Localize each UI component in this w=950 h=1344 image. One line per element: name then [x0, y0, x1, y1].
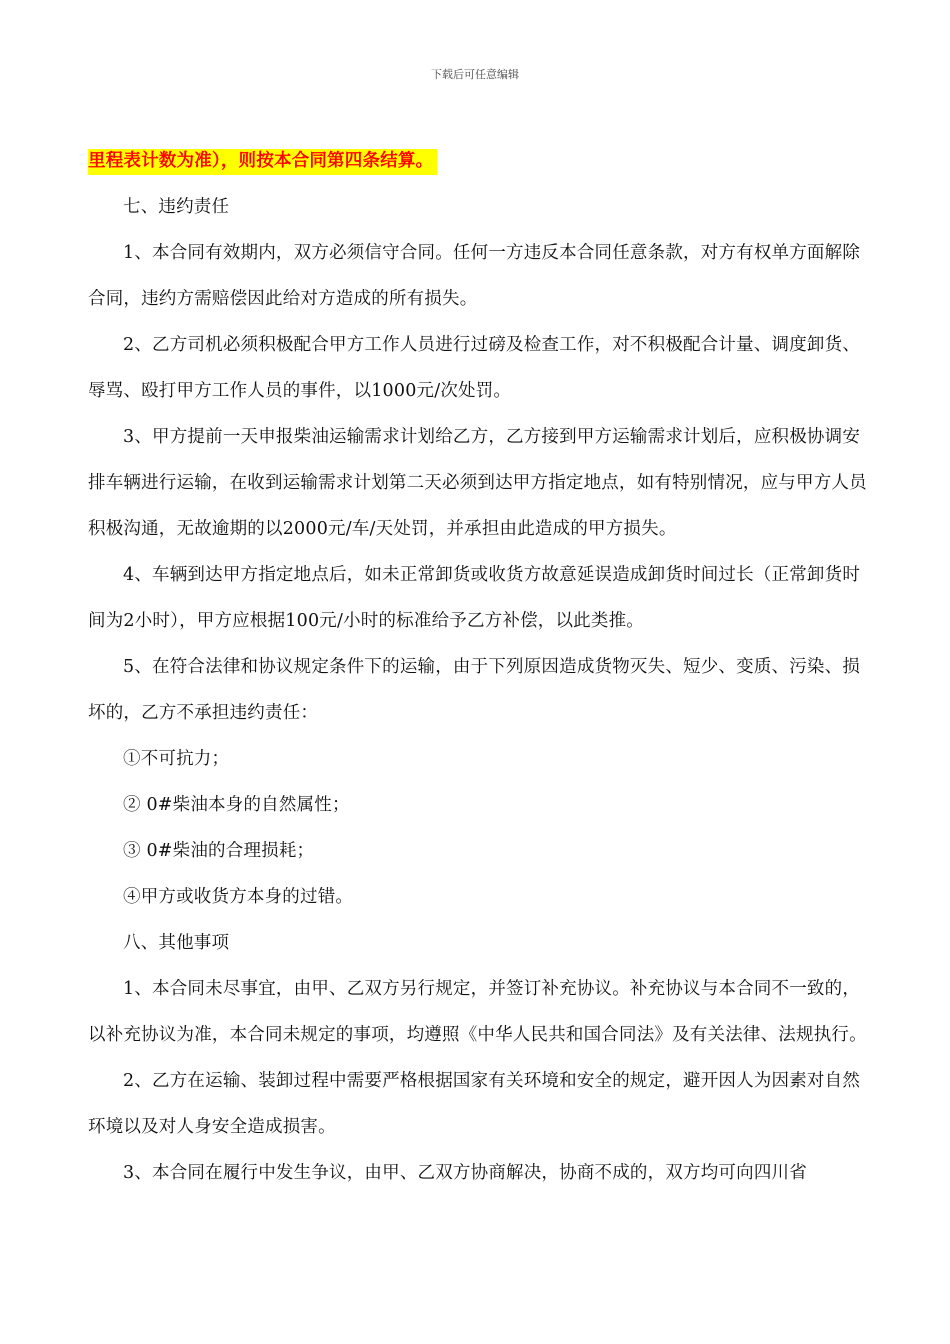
section-7-title: 七、违约责任 — [123, 197, 230, 217]
clause-8-1: 1、本合同未尽事宜，由甲、乙双方另行规定，并签订补充协议。补充协议与本合同不一致的，以补充协议为准，本合同未规定的事项，均遵照《中华人民共和国合同法》及有关法律、法规执行。 — [88, 979, 867, 1045]
list-item: ④甲方或收货方本身的过错。 — [123, 887, 354, 907]
highlighted-line — [88, 138, 870, 184]
clause-8-3: 3、本合同在履行中发生争议，由甲、乙双方协商解决，协商不成的，双方均可向四川省 — [123, 1163, 807, 1183]
clause-7-2: 2、乙方司机必须积极配合甲方工作人员进行过磅及检查工作，对不积极配合计量、调度卸货、辱骂、殴打甲方工作人员的事件，以1000元/次处罚。 — [88, 335, 861, 401]
list-item: ③ 0#柴油的合理损耗； — [123, 841, 315, 861]
clause-8-2: 2、乙方在运输、装卸过程中需要严格根据国家有关环境和安全的规定，避开因人为因素对自然环境以及对人身安全造成损害。 — [88, 1071, 861, 1137]
list-item: ①不可抗力； — [123, 749, 230, 769]
document-body — [88, 138, 870, 1196]
page-header: 下载后可任意编辑 — [431, 68, 519, 81]
clause-7-3: 3、甲方提前一天申报柴油运输需求计划给乙方，乙方接到甲方运输需求计划后，应积极协调安排车辆进行运输，在收到运输需求计划第二天必须到达甲方指定地点，如有特别情况，应与甲方人员积极沟通，无故逾期的以2000元/车/天处罚，并承担由此造成的甲方损失。 — [88, 427, 867, 539]
highlight-text: 里程表计数为准），则按本合同第四条结算。 — [88, 149, 437, 175]
clause-7-1: 1、本合同有效期内，双方必须信守合同。任何一方违反本合同任意条款，对方有权单方面解除合同，违约方需赔偿因此给对方造成的所有损失。 — [88, 243, 861, 309]
clause-7-5: 5、在符合法律和协议规定条件下的运输，由于下列原因造成货物灭失、短少、变质、污染、损坏的，乙方不承担违约责任： — [88, 657, 861, 723]
clause-7-4: 4、车辆到达甲方指定地点后，如未正常卸货或收货方故意延误造成卸货时间过长（正常卸货时间为2小时），甲方应根据100元/小时的标准给予乙方补偿，以此类推。 — [88, 565, 861, 631]
section-8-title: 八、其他事项 — [123, 933, 230, 953]
list-item: ② 0#柴油本身的自然属性； — [123, 795, 350, 815]
